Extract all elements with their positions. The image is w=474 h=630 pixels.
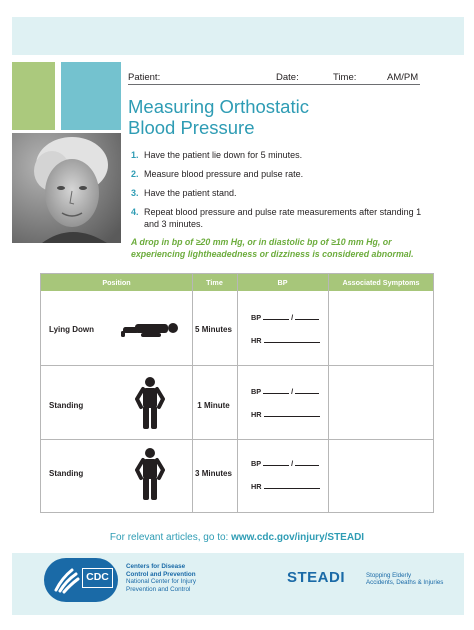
bp-prefix: BP (251, 459, 262, 468)
green-color-block (12, 62, 55, 130)
hr-entry-field[interactable] (251, 410, 320, 419)
title-line-2: Blood Pressure (128, 117, 255, 138)
table-row (41, 365, 433, 439)
step-number: 2. (131, 169, 139, 179)
date-label: Date: (276, 72, 299, 83)
row-position: Standing (49, 469, 84, 478)
standing-figure-icon (135, 377, 165, 431)
header-symptoms: Associated Symptoms (342, 278, 420, 287)
instruction-steps (131, 150, 431, 238)
title-line-1: Measuring Orthostatic (128, 96, 309, 117)
table-row (41, 439, 433, 513)
bp-separator: / (291, 387, 294, 396)
header-time: Time (206, 278, 223, 287)
step-2 (131, 169, 431, 181)
step-text: Have the patient lie down for 5 minutes. (144, 150, 303, 160)
hhs-eagle-icon (52, 564, 80, 594)
cdc-agency-name: Centers for Disease Control and Prevention National Center for Injury Prevention and Control (126, 563, 196, 593)
top-color-band (12, 17, 464, 55)
row-position: Standing (49, 401, 84, 410)
abnormal-criteria-note: A drop in bp of ≥20 mm Hg, or in diastolic bp of ≥10 mm Hg, or experiencing lightheadedness or dizziness is considered abnormal. (131, 237, 414, 259)
bp-entry-field[interactable] (251, 313, 319, 322)
lying-figure-icon (121, 319, 179, 341)
time-label: Time: (333, 72, 357, 83)
bp-prefix: BP (251, 387, 262, 396)
row-time: 3 Minutes (195, 469, 232, 478)
steadi-tagline: Stopping Elderly Accidents, Deaths & Injuries (366, 572, 444, 587)
header-bp: BP (277, 278, 288, 287)
row-position: Lying Down (49, 325, 95, 334)
standing-figure-icon (135, 448, 165, 502)
hr-prefix: HR (251, 410, 262, 419)
header-position: Position (102, 278, 131, 287)
steadi-url-link[interactable]: www.cdc.gov/injury/STEADI (231, 532, 365, 543)
bp-entry-field[interactable] (251, 387, 319, 396)
page-title (128, 96, 309, 138)
row-time: 5 Minutes (195, 325, 232, 334)
step-text: Measure blood pressure and pulse rate. (144, 169, 304, 179)
teal-color-block (61, 62, 121, 130)
bp-separator: / (291, 459, 294, 468)
step-number: 3. (131, 188, 139, 198)
bp-entry-field[interactable] (251, 459, 319, 468)
table-row (41, 291, 433, 365)
step-number: 1. (131, 150, 139, 160)
header-fill-line (128, 84, 420, 85)
step-3 (131, 188, 431, 200)
step-4 (131, 207, 431, 230)
relevant-articles-text (0, 532, 474, 543)
bp-separator: / (291, 313, 294, 322)
patient-photo (12, 133, 121, 243)
hr-prefix: HR (251, 336, 262, 345)
steadi-logo: STEADI (287, 569, 346, 586)
hr-entry-field[interactable] (251, 482, 320, 491)
bp-prefix: BP (251, 313, 262, 322)
patient-label: Patient: (128, 72, 161, 83)
footer-prefix: For relevant articles, go to: (109, 532, 229, 543)
step-text: Repeat blood pressure and pulse rate measurements after standing 1 and 3 minutes. (144, 207, 422, 229)
measurement-table (40, 273, 434, 513)
step-text: Have the patient stand. (144, 188, 237, 198)
hr-entry-field[interactable] (251, 336, 320, 345)
step-number: 4. (131, 207, 139, 217)
hr-prefix: HR (251, 482, 262, 491)
ampm-label: AM/PM (387, 72, 419, 83)
row-time: 1 Minute (197, 401, 230, 410)
step-1 (131, 150, 431, 162)
cdc-wordmark: CDC (82, 568, 113, 588)
